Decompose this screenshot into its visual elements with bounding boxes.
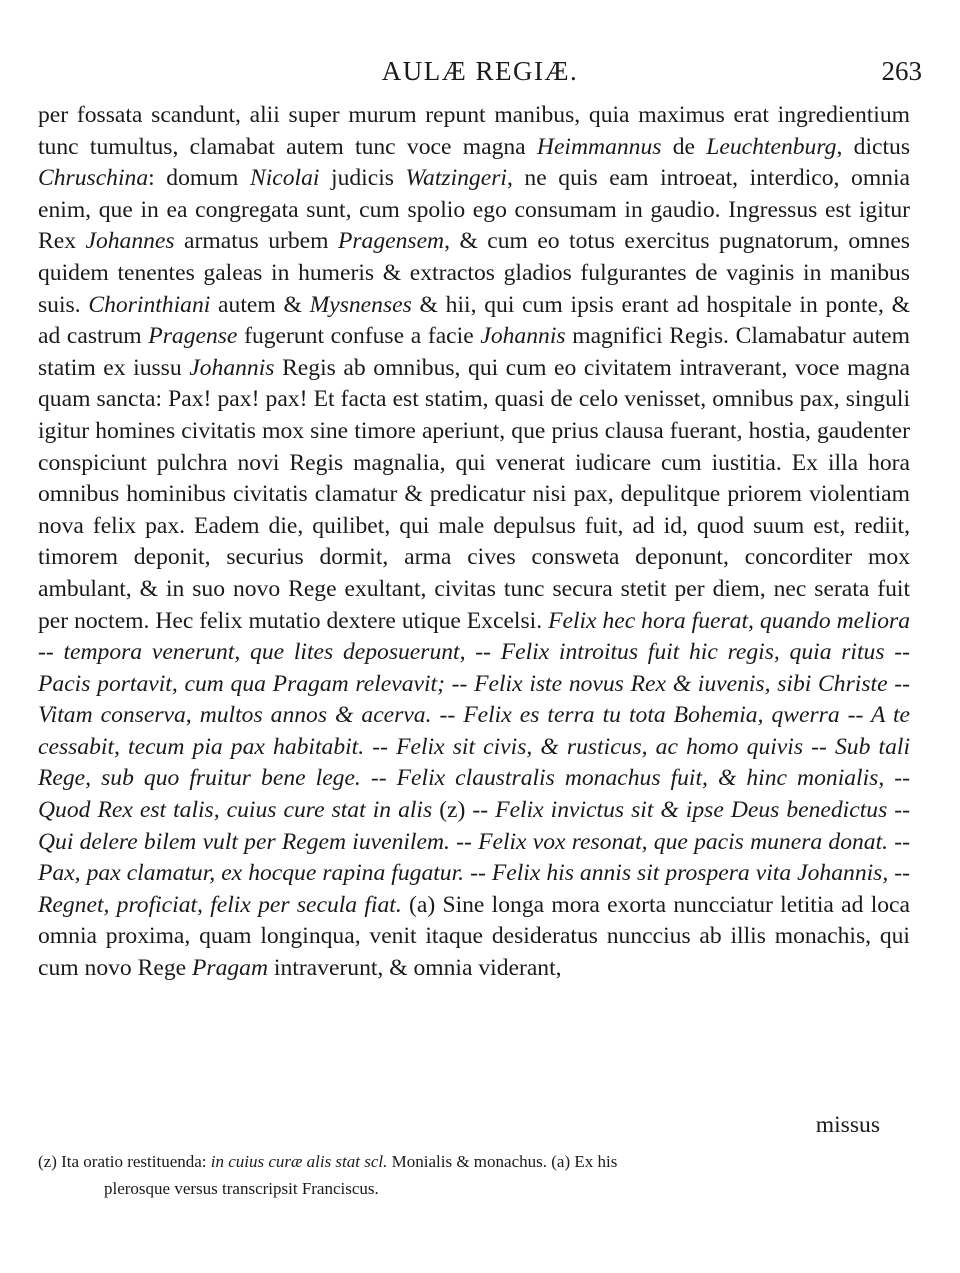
text-segment: (z) -- xyxy=(432,797,496,824)
footnote-z-text: (z) Ita oratio restituenda: xyxy=(38,1152,211,1171)
italic-name: Johannis xyxy=(189,354,275,381)
main-paragraph xyxy=(38,100,910,985)
footnote-line xyxy=(38,1175,912,1202)
text-segment: judicis xyxy=(319,165,406,192)
text-segment: Regis ab omnibus, qui cum eo civitatem intraverant, voce magna quam sancta: Pax! pax! pax! Et facta est statim, quasi de celo venisset, omnibus pax, singuli igitur homines civitatis mox sine timore aperiunt, que prius clausa fuerant, hostia, gaudenter conspiciunt pulchra novi Regis magnalia, qui venerat iudicare cum iustitia. Ex illa hora omnibus hominibus civitatis clamatur & predicatur nisi pax, depulitque priorem violentiam nova felix pax. Eadem die, quilibet, qui male depulsus fuit, ad id, quod suum est, rediit, timorem deponit, securius dormit, arma cives consweta deponunt, concorditer mox ambulant, & in suo novo Rege exultant, civitas tunc secura stetit per diem, nec serata fuit per noctem. Hec felix mutatio dextere utique Excelsi. xyxy=(38,354,910,634)
text-segment: : domum xyxy=(148,165,250,192)
footnote-a-text: plerosque versus transcripsit Franciscus. xyxy=(104,1179,379,1198)
text-segment: autem & xyxy=(210,291,310,318)
italic-name: Johannis xyxy=(480,323,566,350)
page-number: 263 xyxy=(881,56,922,86)
text-segment: , ne quis eam introeat, interdico, omnia enim, que in ea congregata sunt, cum spolio ego consumam in gaudio. Ingressus est igitur Rex xyxy=(38,165,910,255)
italic-name: Watzingeri xyxy=(405,165,507,192)
italic-verses: Felix hec hora fuerat, quando meliora -- tempora venerunt, que lites deposuerunt, -- Felix introitus fuit hic regis, quia ritus -- Pacis portavit, cum qua Pragam relevavit; -- Felix iste novus Rex & iuvenis, sibi Christe -- Vitam conserva, multos annos & acerva. -- Felix es terra tu tota Bohemia, qwerra -- A te cessabit, tecum pia pax habitabit. -- Felix sit civis, & rusticus, ac homo quivis -- Sub tali Rege, sub quo fruitur bene lege. -- Felix claustralis monachus fuit, & hinc monialis, -- Quod Rex est talis, cuius cure stat in alis xyxy=(38,607,910,824)
text-segment: , & cum eo totus exercitus pugnatorum, omnes quidem tenentes galeas in humeris & extractos gladios fulgurantes de vaginis in manibus suis. xyxy=(38,228,910,318)
italic-name: Pragense xyxy=(148,323,238,350)
text-segment: (a) Sine longa mora exorta nuncciatur letitia ad loca omnia proxima, quam longinqua, venit itaque desideratus nunccius ab illis monachis, qui cum novo Rege xyxy=(38,891,910,982)
catchword: missus xyxy=(815,1112,880,1138)
text-segment: intraverunt, & omnia viderant, xyxy=(268,955,562,982)
footnote-line xyxy=(38,1148,912,1175)
italic-name: Leuchtenburg xyxy=(706,133,837,160)
italic-name: Heimmannus xyxy=(536,133,662,160)
text-segment: , dictus xyxy=(836,133,911,160)
text-segment: magnifici Regis. Clamabatur autem statim ex iussu xyxy=(38,323,910,381)
italic-name: Chorinthiani xyxy=(88,291,211,318)
text-segment: per fossata scandunt, alii super murum repunt manibus, quia maximus erat ingredientium tunc tumultus, clamabat autem tunc voce magna xyxy=(38,102,910,160)
italic-name: Mysnenses xyxy=(309,291,412,318)
main-text xyxy=(38,100,910,985)
text-segment: de xyxy=(661,133,707,160)
text-segment: armatus urbem xyxy=(174,228,338,255)
page-header xyxy=(30,56,930,100)
italic-verses: Felix invictus sit & ipse Deus benedictus -- Qui delere bilem vult per Regem iuvenilem. -- Felix vox resonat, que pacis munera donat. -- Pax, pax clamatur, ex hocque rapina fugatur. -- Felix his annis sit prospera vita Johannis, -- Regnet, proficiat, felix per secula fiat. xyxy=(38,797,910,918)
footnote-z-italic: in cuius curæ alis stat scl. xyxy=(210,1152,388,1171)
text-segment: & hii, qui cum ipsis erant ad hospitale in ponte, & ad castrum xyxy=(38,291,910,350)
italic-name: Nicolai xyxy=(249,165,320,192)
italic-name: Johannes xyxy=(85,228,175,255)
footnote-a-text: (a) Ex his xyxy=(547,1152,618,1171)
footnotes xyxy=(38,1148,912,1202)
text-segment: fugerunt confuse a facie xyxy=(237,323,481,350)
italic-name: Chruschina xyxy=(38,165,149,192)
italic-name: Pragensem xyxy=(337,228,445,255)
running-head: AULÆ REGIÆ. xyxy=(381,56,579,86)
footnote-z-text: Monialis & monachus. xyxy=(387,1152,547,1171)
italic-name: Pragam xyxy=(191,955,269,982)
